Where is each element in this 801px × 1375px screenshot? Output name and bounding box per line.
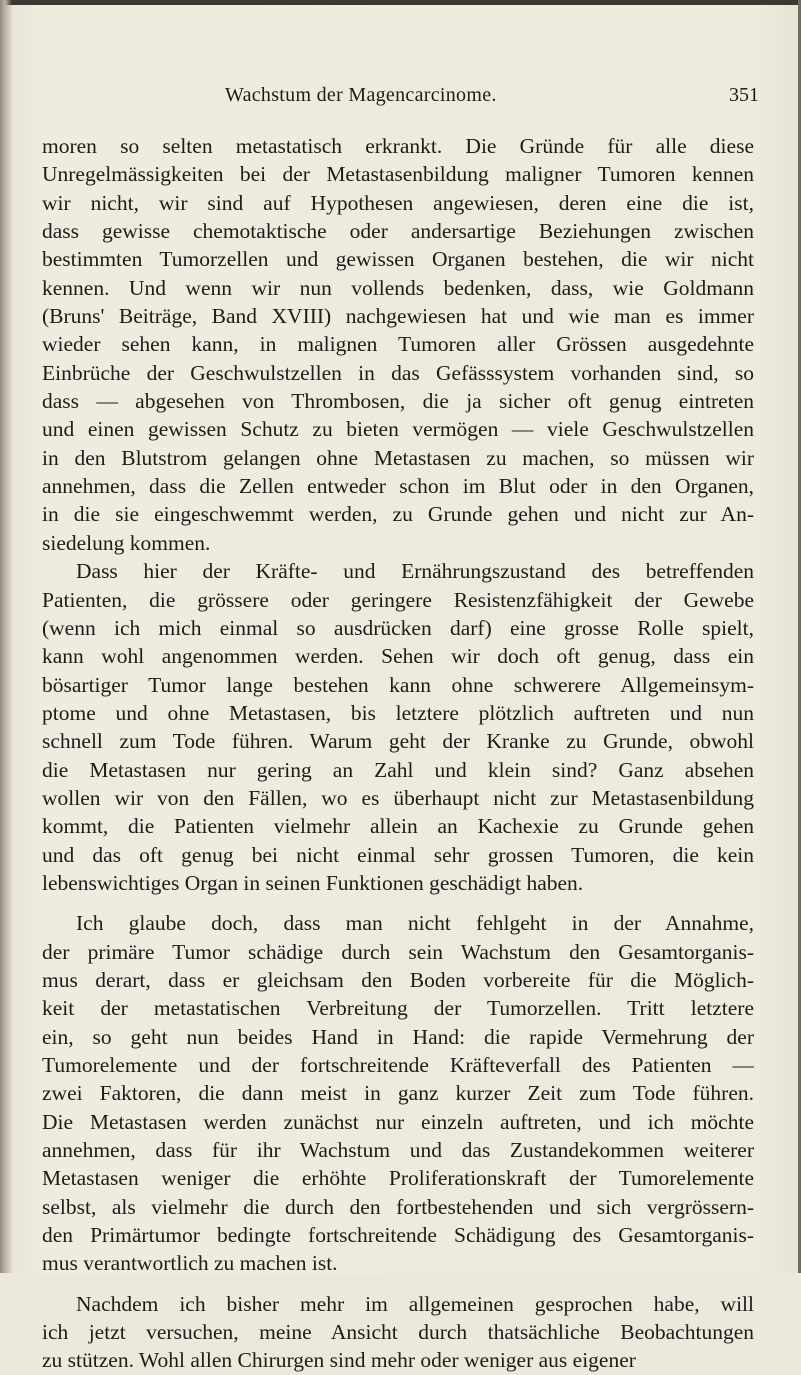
text-line: kommt, die Patienten vielmehr allein an Kachexie zu Grunde gehen <box>42 814 754 839</box>
text-line: mus derart, dass er gleichsam den Boden vorbereite für die Möglich- <box>42 967 754 992</box>
text-line: mus verantwortlich zu machen ist. <box>42 1251 338 1276</box>
text-line: den Primärtumor bedingte fortschreitende Schädigung des Gesamtorganis- <box>42 1223 754 1248</box>
text-line: bösartiger Tumor lange bestehen kann ohne schwerere Allgemeinsym- <box>42 672 754 697</box>
body-text <box>42 132 754 1375</box>
text-line: ein, so geht nun beides Hand in Hand: die rapide Vermehrung der <box>42 1024 754 1049</box>
text-line: die Metastasen nur gering an Zahl und klein sind? Ganz absehen <box>42 757 754 782</box>
text-line: Die Metastasen werden zunächst nur einzeln auftreten, und ich möchte <box>42 1109 754 1134</box>
paragraph <box>42 557 754 897</box>
paragraph <box>42 132 754 557</box>
page-number: 351 <box>729 84 759 106</box>
text-line: lebenswichtiges Organ in seinen Funktionen geschädigt haben. <box>42 870 584 895</box>
text-line: Einbrüche der Geschwulstzellen in das Gefässsystem vorhanden sind, so <box>42 360 754 385</box>
running-head <box>0 84 801 114</box>
text-line: schnell zum Tode führen. Warum geht der Kranke zu Grunde, obwohl <box>42 729 754 754</box>
text-line: Ich glaube doch, dass man nicht fehlgeht in der Annahme, <box>76 911 754 936</box>
text-line: und das oft genug bei nicht einmal sehr grossen Tumoren, die kein <box>42 842 754 867</box>
text-line: Patienten, die grössere oder geringere Resistenzfähigkeit der Gewebe <box>42 587 754 612</box>
text-line: selbst, als vielmehr die durch den fortbestehenden und sich vergrössern- <box>42 1194 754 1219</box>
binding-edge-shadow <box>0 0 12 1273</box>
text-line: zu stützen. Wohl allen Chirurgen sind mehr oder weniger aus eigener <box>42 1348 636 1373</box>
text-line: ich jetzt versuchen, meine Ansicht durch thatsächliche Beobachtungen <box>42 1320 754 1345</box>
text-line: der primäre Tumor schädige durch sein Wachstum den Gesamtorganis- <box>42 939 754 964</box>
text-line: in die sie eingeschwemmt werden, zu Grunde gehen und nicht zur An- <box>42 502 754 527</box>
text-line: und einen gewissen Schutz zu bieten vermögen — viele Geschwulstzellen <box>42 417 754 442</box>
text-line: kennen. Und wenn wir nun vollends bedenken, dass, wie Goldmann <box>42 275 754 300</box>
text-line: moren so selten metastatisch erkrankt. Die Gründe für alle diese <box>42 134 754 158</box>
text-line: kann wohl angenommen werden. Sehen wir doch oft genug, dass ein <box>42 644 754 669</box>
running-title: Wachstum der Magencarcinome. <box>225 84 497 106</box>
text-line: (wenn ich mich einmal so ausdrücken darf) eine grosse Rolle spielt, <box>42 615 754 640</box>
text-line: zwei Faktoren, die dann meist in ganz kurzer Zeit zum Tode führen. <box>42 1081 754 1106</box>
top-edge-rule <box>0 0 801 5</box>
text-line: Dass hier der Kräfte- und Ernährungszustand des betreffenden <box>76 559 754 584</box>
paragraph <box>42 909 754 1277</box>
text-line: siedelung kommen. <box>42 530 211 555</box>
text-line: Nachdem ich bisher mehr im allgemeinen gesprochen habe, will <box>76 1291 754 1316</box>
text-line: annehmen, dass für ihr Wachstum und das Zustandekommen weiterer <box>42 1138 754 1163</box>
text-line: dass — abgesehen von Thrombosen, die ja sicher oft genug eintreten <box>42 389 754 414</box>
text-line: in den Blutstrom gelangen ohne Metastasen zu machen, so müssen wir <box>42 445 754 470</box>
text-line: Metastasen weniger die erhöhte Proliferationskraft der Tumorelemente <box>42 1166 754 1191</box>
text-line: annehmen, dass die Zellen entweder schon im Blut oder in den Organen, <box>42 474 754 499</box>
paragraph-gap <box>42 897 754 909</box>
paragraph <box>42 1290 754 1375</box>
text-line: Tumorelemente und der fortschreitende Kräfteverfall des Patienten — <box>42 1053 754 1077</box>
text-line: dass gewisse chemotaktische oder andersartige Beziehungen zwischen <box>42 219 754 244</box>
text-line: wir nicht, wir sind auf Hypothesen angewiesen, deren eine die ist, <box>42 190 754 215</box>
text-line: (Bruns' Beiträge, Band XVIII) nachgewiesen hat und wie man es immer <box>42 304 754 329</box>
text-line: wieder sehen kann, in malignen Tumoren aller Grössen ausgedehnte <box>42 332 754 357</box>
text-line: bestimmten Tumorzellen und gewissen Organen bestehen, die wir nicht <box>42 247 754 272</box>
text-line: Unregelmässigkeiten bei der Metastasenbildung maligner Tumoren kennen <box>42 162 754 187</box>
text-line: keit der metastatischen Verbreitung der Tumorzellen. Tritt letztere <box>42 996 754 1021</box>
paragraph-gap <box>42 1278 754 1290</box>
text-line: wollen wir von den Fällen, wo es überhaupt nicht zur Metastasenbildung <box>42 785 754 810</box>
text-line: ptome und ohne Metastasen, bis letztere plötzlich auftreten und nun <box>42 700 754 725</box>
